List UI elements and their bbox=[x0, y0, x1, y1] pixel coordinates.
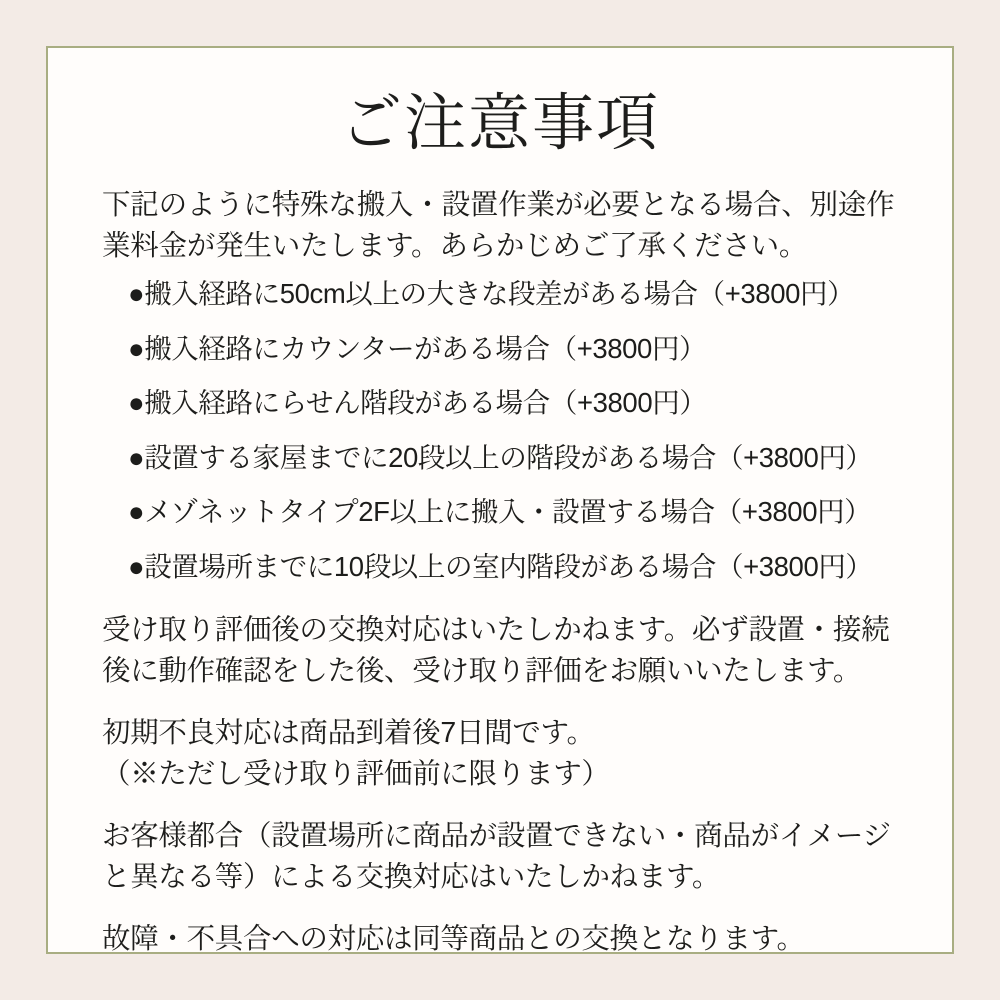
notice-card bbox=[46, 46, 954, 954]
list-item: ●設置する家屋までに20段以上の階段がある場合（+3800円） bbox=[128, 441, 873, 473]
paragraph-customer-reason bbox=[102, 816, 898, 897]
paragraph-line: 故障・不具合への対応は同等商品との交換となります。 bbox=[102, 923, 805, 956]
paragraph-exchange-policy bbox=[102, 610, 898, 691]
paragraph-initial-defect bbox=[102, 713, 898, 794]
paragraph-line: 初期不良対応は商品到着後7日間です。 bbox=[102, 717, 595, 750]
list-item: ●搬入経路にカウンターがある場合（+3800円） bbox=[128, 332, 707, 364]
surcharge-condition-list bbox=[102, 280, 898, 580]
paragraph-malfunction bbox=[102, 919, 898, 959]
list-item: ●搬入経路に50cm以上の大きな段差がある場合（+3800円） bbox=[128, 278, 855, 310]
paragraph-line: （※ただし受け取り評価前に限ります） bbox=[102, 757, 610, 790]
lead-paragraph: 下記のように特殊な搬入・設置作業が必要となる場合、別途作業料金が発生いたします。あらかじめご了承ください。 bbox=[102, 189, 895, 262]
paragraph-line: 受け取り評価後の交換対応はいたしかねます。必ず設置・接続 bbox=[102, 614, 890, 647]
paragraph-line: 後に動作確認をした後、受け取り評価をお願いいたします。 bbox=[102, 654, 862, 687]
paragraph-line: と異なる等）による交換対応はいたしかねます。 bbox=[102, 860, 721, 893]
list-item: ●搬入経路にらせん階段がある場合（+3800円） bbox=[128, 387, 707, 419]
list-item: ●設置場所までに10段以上の室内階段がある場合（+3800円） bbox=[128, 550, 873, 582]
list-item: ●メゾネットタイプ2F以上に搬入・設置する場合（+3800円） bbox=[128, 496, 872, 528]
paragraph-line: お客様都合（設置場所に商品が設置できない・商品がイメージ bbox=[102, 820, 891, 853]
page-title: ご注意事項 bbox=[339, 89, 660, 158]
